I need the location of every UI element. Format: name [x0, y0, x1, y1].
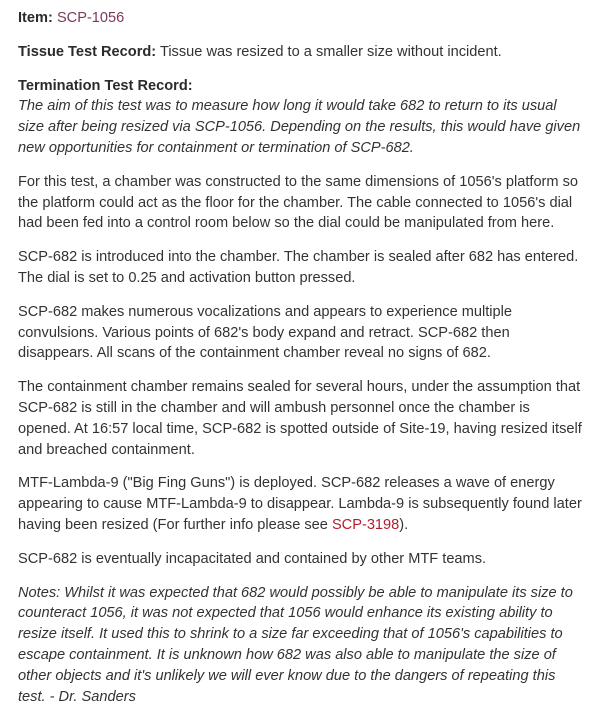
test-paragraph: For this test, a chamber was constructed to the same dimensions of 1056's platform so the platform could act as the floor for the chamber. The cable connected to 1056's dial had been fed into a control room below so the dial could be manipulated from here. — [18, 173, 579, 232]
test-paragraph: SCP-682 is introduced into the chamber. The chamber is sealed after 682 has entered. The dial is set to 0.25 and activation button pressed. — [18, 249, 579, 286]
tissue-test-record — [18, 42, 585, 63]
scp-3198-link[interactable]: SCP-3198 — [331, 516, 400, 533]
mtf-text-after: ). — [399, 516, 409, 533]
scp-1056-link[interactable]: SCP-1056 — [56, 10, 125, 26]
mtf-text-before: MTF-Lambda-9 ("Big Fing Guns") is deployed. SCP-682 releases a wave of energy appearing to cause MTF-Lambda-9 to disappear. Lambda-9 is subsequently found later having been resized (For further info please see — [18, 475, 582, 533]
tissue-test-label: Tissue Test Record: — [18, 43, 157, 60]
tissue-test-text: Tissue was resized to a smaller size without incident. — [156, 43, 502, 60]
test-paragraph: The containment chamber remains sealed for several hours, under the assumption that SCP-682 is still in the chamber and will ambush personnel once the chamber is opened. At 16:57 local time, SCP-682 is spotted outside of Site-19, having resized itself and breached containment. — [18, 379, 582, 458]
notes-paragraph: Notes: Whilst it was expected that 682 would possibly be able to manipulate its size to counteract 1056, it was not expected that 1056 would enhance its existing ability to resize itself. It used this to shrink to a size far exceeding that of 1056's capabilities to escape containment. It is unknown how 682 was also able to manipulate the size of other objects and it's unlikely we will ever know due to the dangers of repeating this test. - Dr. Sanders — [18, 584, 573, 705]
item-label: Item: — [18, 10, 53, 26]
termination-test-intro: The aim of this test was to measure how long it would take 682 to return to its usual size after being resized via SCP-1056. Depending on the results, this would have given new opportunities for containment or termination of SCP-682. — [18, 98, 581, 156]
termination-test-label: Termination Test Record: — [18, 77, 193, 94]
test-paragraph: SCP-682 makes numerous vocalizations and appears to experience multiple convulsions. Various points of 682's body expand and retract. SCP-682 then disappears. All scans of the containment chamber reveal no signs of 682. — [18, 303, 513, 362]
mtf-paragraph — [18, 473, 585, 535]
termination-test-record — [18, 76, 585, 159]
item-line — [18, 8, 585, 29]
final-paragraph: SCP-682 is eventually incapacitated and contained by other MTF teams. — [18, 550, 487, 567]
